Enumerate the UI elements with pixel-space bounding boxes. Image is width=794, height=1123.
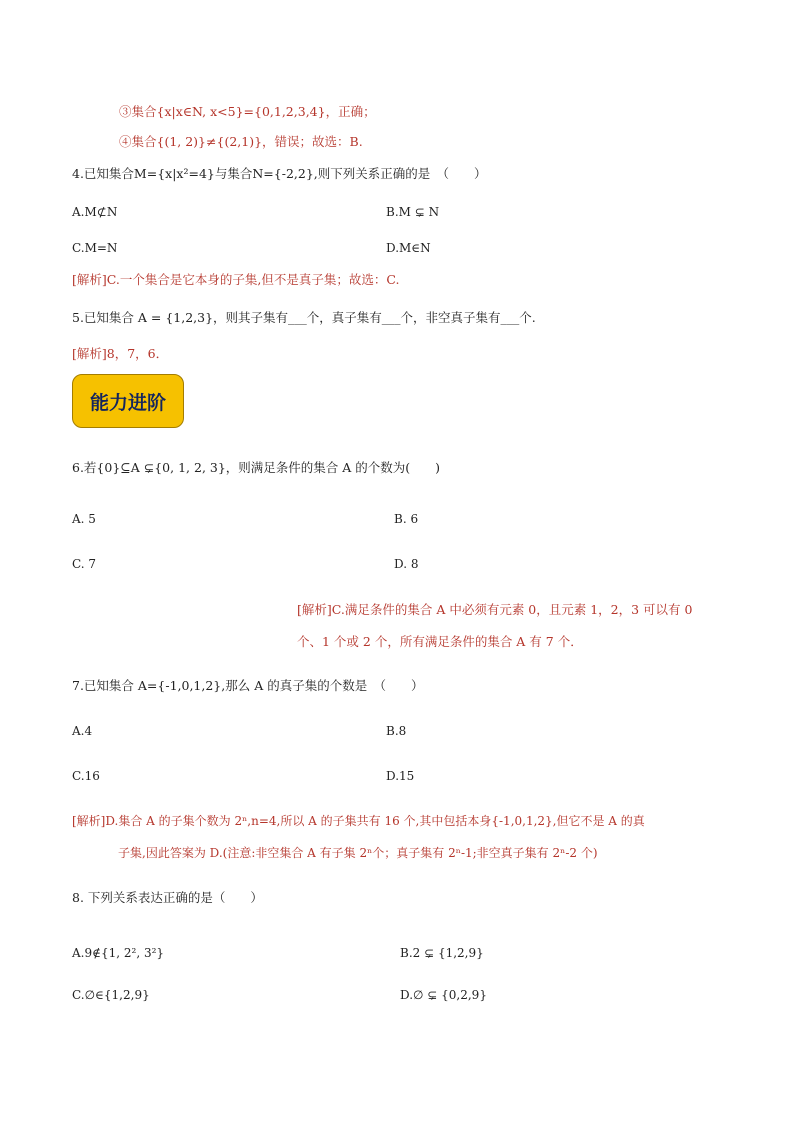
q7-option-b: B.8 bbox=[386, 724, 407, 738]
analysis-line-3: ③集合{x|x∈N, x<5}={0,1,2,3,4}，正确； bbox=[119, 104, 376, 119]
analysis-4: [解析]C.一个集合是它本身的子集,但不是真子集；故选：C. bbox=[72, 272, 400, 287]
analysis-7-line-2: 子集,因此答案为 D.(注意:非空集合 A 有子集 2ⁿ个；真子集有 2ⁿ-1;非空真子集有 2ⁿ-2 个) bbox=[118, 846, 598, 860]
ability-advance-badge: 能力进阶 bbox=[72, 374, 184, 428]
q4-option-d: D.M∈N bbox=[386, 241, 431, 255]
question-5: 5.已知集合 A = {1,2,3}，则其子集有___个，真子集有___个，非空真子集有___个. bbox=[72, 310, 536, 325]
q8-option-a: A.9∉{1, 2², 3²} bbox=[72, 946, 165, 960]
q8-option-d: D.∅ ⊊ {0,2,9} bbox=[400, 988, 487, 1002]
q6-option-c: C. 7 bbox=[72, 557, 97, 571]
analysis-5: [解析]8，7，6． bbox=[72, 346, 169, 361]
q7-option-c: C.16 bbox=[72, 769, 100, 783]
q6-option-a: A. 5 bbox=[72, 512, 96, 526]
q4-option-b: B.M ⊊ N bbox=[386, 205, 440, 219]
q4-option-a: A.M⊄N bbox=[72, 205, 118, 219]
analysis-7-line-1: [解析]D.集合 A 的子集个数为 2ⁿ,n=4,所以 A 的子集共有 16 个,其中包括本身{-1,0,1,2},但它不是 A 的真 bbox=[72, 814, 645, 828]
analysis-6-line-1: [解析]C.满足条件的集合 A 中必须有元素 0，且元素 1，2，3 可以有 0 bbox=[297, 602, 693, 617]
q8-option-b: B.2 ⊊ {1,2,9} bbox=[400, 946, 484, 960]
q6-option-d: D. 8 bbox=[394, 557, 419, 571]
q6-option-b: B. 6 bbox=[394, 512, 419, 526]
question-4: 4.已知集合M={x|x²=4}与集合N={-2,2},则下列关系正确的是 （ ） bbox=[72, 166, 487, 181]
analysis-6-line-2: 个、1 个或 2 个，所有满足条件的集合 A 有 7 个． bbox=[297, 634, 583, 649]
question-6: 6.若{0}⊆A ⊊{0, 1, 2, 3}，则满足条件的集合 A 的个数为( ) bbox=[72, 460, 441, 475]
q7-option-a: A.4 bbox=[72, 724, 93, 738]
analysis-line-4: ④集合{(1, 2)}≠{(2,1)}，错误；故选：B. bbox=[119, 134, 363, 149]
question-8: 8. 下列关系表达正确的是（ ） bbox=[72, 890, 263, 905]
question-7: 7.已知集合 A={-1,0,1,2},那么 A 的真子集的个数是 （ ） bbox=[72, 678, 424, 693]
q7-option-d: D.15 bbox=[386, 769, 415, 783]
q4-option-c: C.M=N bbox=[72, 241, 118, 255]
q8-option-c: C.∅∈{1,2,9} bbox=[72, 988, 150, 1002]
